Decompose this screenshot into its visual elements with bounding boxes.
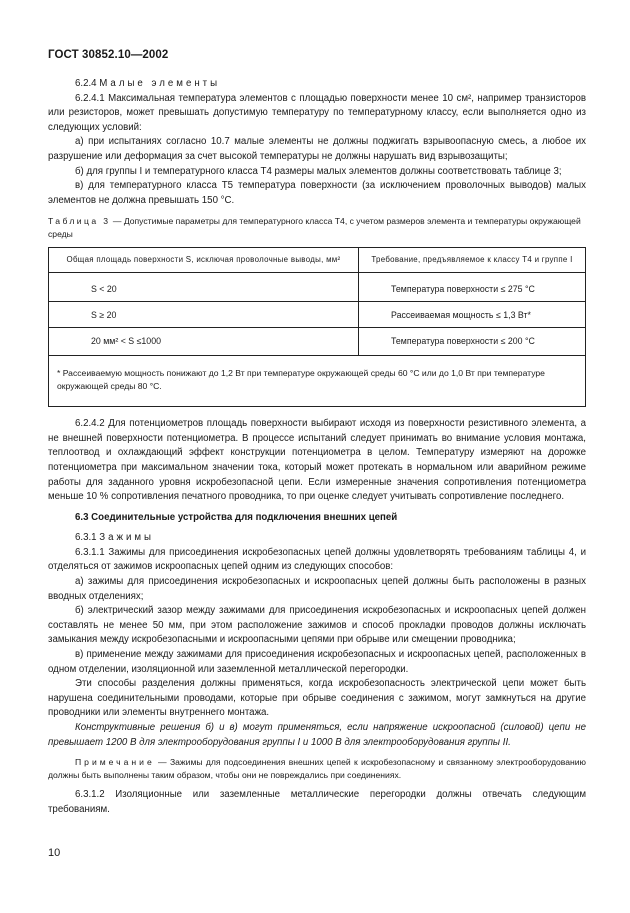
table-caption-text: — Допустимые параметры для температурного класса Т4, с учетом размеров элемента и температуры окружающей среды: [48, 216, 581, 240]
table-header-area: Общая площадь поверхности S, исключая проволочные выводы, мм²: [49, 248, 359, 273]
list-item-b: б) для группы I и температурного класса Т4 размеры малых элементов должны соответствовать таблице 3;: [75, 165, 562, 177]
paragraph-6242: 6.2.4.2 Для потенциометров площадь поверхности выбирают исходя из поверхности резистивного элемента, а не внешней поверхности потенциометра. В процессе испытаний следует принимать во внимание условия монтажа, теплоотвод и охлаждающий эффект конструкции потенциометра в целом. Температуру измеряют на дорожке потенциометра при максимальном значении тока, который может протекать в нормальном или аварийном режиме работы для заданного уровня искробезопасной цепи. Если измеренные значения сопротивления потенциометра меньше 10 % сопротивления печатного проводника, то при оценке следует учитывать сопротивление последнего.: [48, 418, 586, 503]
table-caption: [48, 215, 586, 241]
table-3: [48, 247, 586, 407]
paragraph-italic: Конструктивные решения б) и в) могут применяться, если напряжение искроопасной (силовой) цепи не превышает 1200 В для электрооборудования группы I и 1000 В для электрооборудования группы II.: [48, 722, 586, 748]
paragraph-methods: Эти способы разделения должны применяться, когда искробезопасность электрической цепи может быть нарушена соединительными проводами, которые при обрыве соединения с зажимом, могут замкнуться на другие проводники или элементы внутреннего монтажа.: [48, 678, 586, 719]
table-header-requirement: Требование, предъявляемое к классу Т4 и группе I: [359, 248, 586, 273]
paragraph-6311: 6.3.1.1 Зажимы для присоединения искробезопасных цепей должны удовлетворять требованиям таблицы 4, и отделяться от зажимов искроопасных цепей одним из следующих способов:: [48, 546, 586, 573]
subsection-title: Зажимы: [99, 532, 155, 544]
list-item-c: в) применение между зажимами для присоединения искробезопасных и искроопасных цепей, расположенных в одном отделении, изоляционной или заземленной металлической перегородки.: [48, 649, 586, 675]
paragraph-6312: 6.3.1.2 Изоляционные или заземленные металлические перегородки должны отвечать следующим требованиям.: [48, 789, 586, 815]
table-cell-requirement: Температура поверхности ≤ 275 °С: [359, 273, 586, 302]
paragraph-6241: 6.2.4.1 Максимальная температура элементов с площадью поверхности менее 10 см², например транзисторов или резисторов, может превышать допустимую температуру по температурному классу, если выполняется одно из следующих условий:: [48, 92, 586, 133]
document-body: [48, 77, 586, 817]
table-cell-area: S ≥ 20: [49, 301, 359, 327]
list-item-b: б) электрический зазор между зажимами для присоединения искробезопасных и искроопасных цепей должен составлять не менее 50 мм, при этом расположение зажимов и способ прокладки проводов должны исключать замыкания между искробезопасными и искроопасными цепями при обрыве или смещении проводника;: [48, 605, 586, 646]
note-paragraph: [48, 756, 586, 782]
subsection-number: 6.2.4: [75, 78, 97, 89]
table-caption-label: Таблица 3: [48, 216, 111, 227]
table-cell-requirement: Температура поверхности ≤ 200 °С: [359, 327, 586, 356]
table-row: [49, 273, 586, 302]
list-item-a: а) при испытаниях согласно 10.7 малые элементы не должны поджигать взрывоопасную смесь, а любое их разрушение или деформация за счет высокой температуры не должны нарушать вид взрывозащиты;: [48, 136, 586, 162]
subsection-heading-624: [48, 77, 586, 92]
section-title-63: 6.3 Соединительные устройства для подключения внешних цепей: [75, 511, 398, 523]
list-item-a: а) зажимы для присоединения искробезопасных и искроопасных цепей должны быть расположены в разных вводных отделениях;: [48, 576, 586, 602]
document-header: ГОСТ 30852.10—2002: [48, 49, 169, 61]
table-cell-area: 20 мм² < S ≤1000: [49, 327, 359, 356]
subsection-title: Малые элементы: [99, 78, 221, 89]
page-number: 10: [48, 847, 61, 859]
table-footnote: * Рассеиваемую мощность понижают до 1,2 Вт при температуре окружающей среды 60 °С или до 1,0 Вт при температуре окружающей среды 80 °С.: [49, 356, 586, 407]
table-cell-area: S < 20: [49, 273, 359, 302]
note-label: Примечание: [75, 757, 155, 768]
table-cell-requirement: Рассеиваемая мощность ≤ 1,3 Вт*: [359, 301, 586, 327]
table-row: [49, 327, 586, 356]
subsection-heading-631: [48, 531, 586, 546]
subsection-number: 6.3.1: [75, 532, 97, 544]
list-item-c: в) для температурного класса Т5 температура поверхности (за исключением проволочных выводов) малых элементов не должна превышать 150 °С.: [48, 180, 586, 206]
note-text: — Зажимы для подсоединения внешних цепей к искробезопасному и связанному электрооборудованию должны быть выполнены таким образом, чтобы они не повреждались при соединениях.: [48, 757, 586, 781]
table-footnote-row: [49, 356, 586, 407]
table-header-row: [49, 248, 586, 273]
table-row: [49, 301, 586, 327]
